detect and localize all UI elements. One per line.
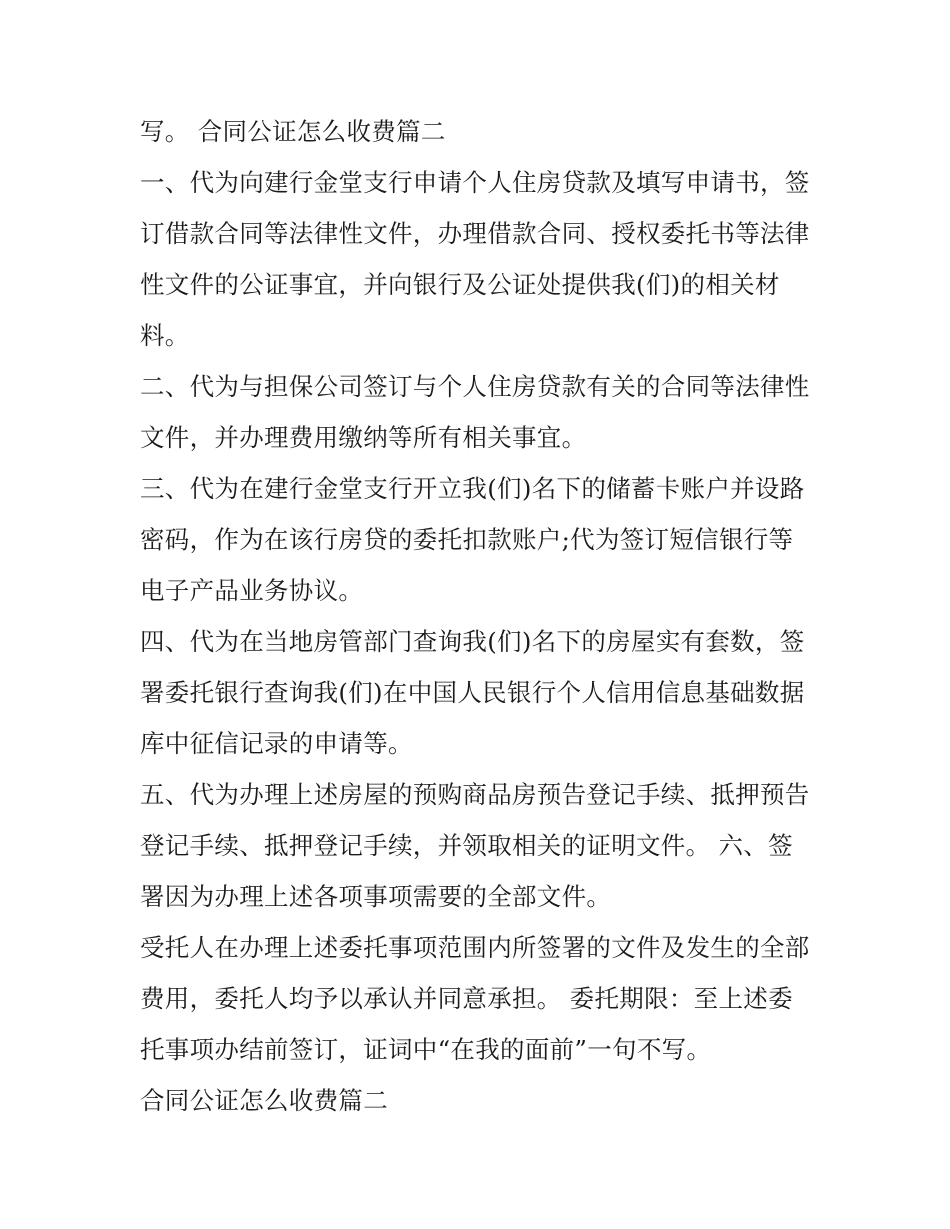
document-body <box>140 106 812 1126</box>
paragraph-trustee-terms: 受托人在办理上述委托事项范围内所签署的文件及发生的全部费用，委托人均予以承认并同意承担。 委托期限：至上述委托事项办结前签订，证词中“在我的面前”一句不写。 <box>140 933 810 1064</box>
paragraph-item-3: 三、代为在建行金堂支行开立我(们)名下的储蓄卡账户并设路密码，作为在该行房贷的委托扣款账户;代为签订短信银行等电子产品业务协议。 <box>140 474 805 605</box>
paragraph-item-2: 二、代为与担保公司签订与个人住房贷款有关的合同等法律性文件，并办理费用缴纳等所有相关事宜。 <box>140 372 810 452</box>
paragraph-item-5-6: 五、代为办理上述房屋的预购商品房预告登记手续、抵押预告登记手续、抵押登记手续，并领取相关的证明文件。 六、签署因为办理上述各项事项需要的全部文件。 <box>140 780 810 911</box>
paragraph-item-1: 一、代为向建行金堂支行申请个人住房贷款及填写申请书，签订借款合同等法律性文件，办理借款合同、授权委托书等法律性文件的公证事宜，并向银行及公证处提供我(们)的相关材料。 <box>140 168 810 350</box>
section-heading: 合同公证怎么收费篇二 <box>140 1086 388 1115</box>
paragraph-item-4: 四、代为在当地房管部门查询我(们)名下的房屋实有套数，签署委托银行查询我(们)在中国人民银行个人信用信息基础数据库中征信记录的申请等。 <box>140 627 805 758</box>
paragraph-intro: 写。 合同公证怎么收费篇二 <box>140 117 446 146</box>
